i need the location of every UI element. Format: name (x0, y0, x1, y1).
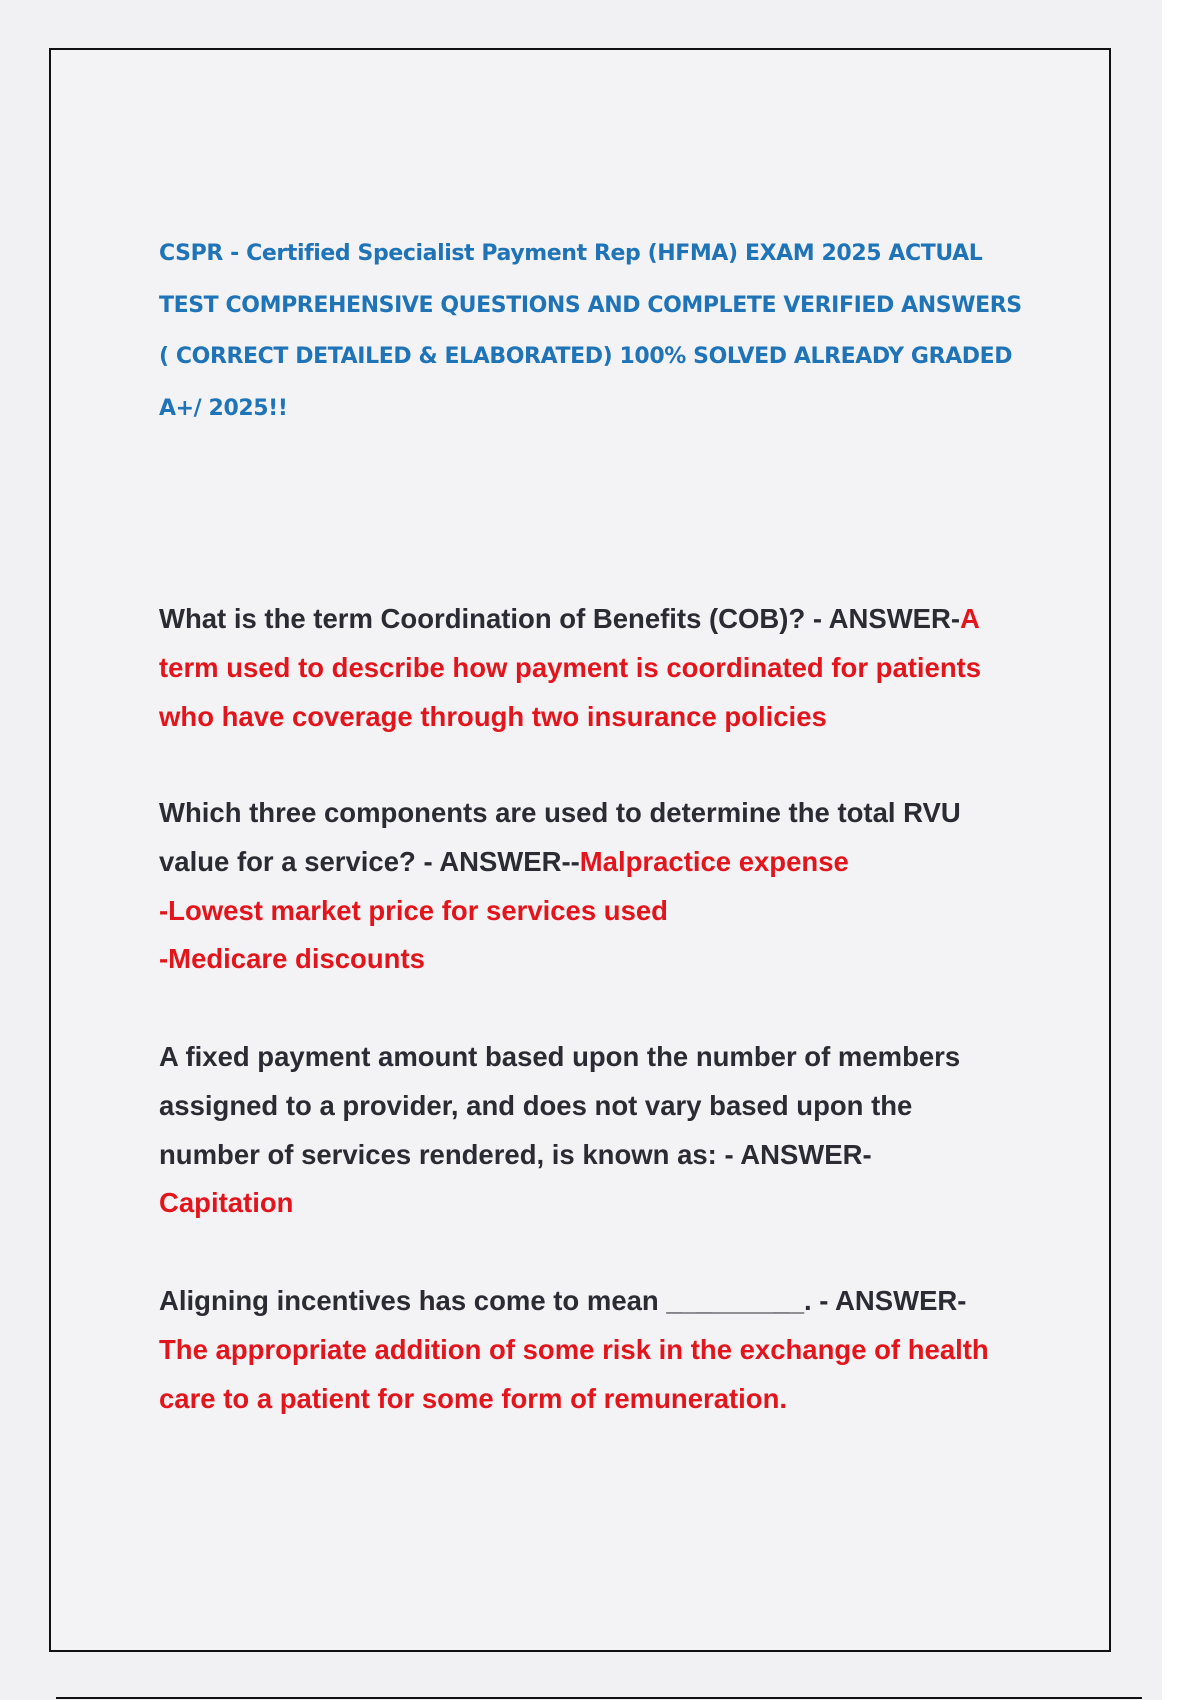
question-text: number of services rendered, is known as: - ANSWER- (159, 1138, 872, 1170)
title-line: TEST COMPREHENSIVE QUESTIONS AND COMPLETE VERIFIED ANSWERS (159, 292, 1022, 318)
viewer-right-gutter (1162, 0, 1200, 1700)
qa-item-rvu (159, 789, 1039, 984)
answer-text: -Lowest market price for services used (159, 894, 668, 926)
question-text: What is the term Coordination of Benefits (COB)? - ANSWER- (159, 603, 961, 634)
qa-item-cob (159, 595, 1039, 741)
title-line: A+/ 2025!! (159, 395, 288, 421)
answer-text: Capitation (159, 1187, 294, 1219)
answer-text: -Medicare discounts (159, 943, 425, 975)
question-text: A fixed payment amount based upon the number of members (159, 1041, 961, 1072)
qa-line (159, 595, 1039, 644)
qa-item-capitation (159, 1033, 1039, 1228)
question-text: Which three components are used to determine the total RVU (159, 797, 961, 828)
answer-text: term used to describe how payment is coordinated for patients (159, 651, 982, 683)
qa-line (159, 838, 1039, 887)
answer-text: A (960, 603, 980, 634)
answer-text: care to a patient for some form of remuneration. (159, 1382, 788, 1414)
answer-text: Malpractice expense (579, 845, 849, 877)
title-line: ( CORRECT DETAILED & ELABORATED) 100% SOLVED ALREADY GRADED (159, 344, 1013, 369)
title-line: CSPR - Certified Specialist Payment Rep (HFMA) EXAM 2025 ACTUAL (159, 241, 983, 266)
answer-text: who have coverage through two insurance policies (159, 700, 827, 732)
question-text: assigned to a provider, and does not vary based upon the (159, 1089, 913, 1121)
question-text: value for a service? - ANSWER-- (159, 845, 580, 877)
next-page-top-rule (56, 1697, 1142, 1699)
qa-item-aligning-incentives (159, 1277, 1039, 1423)
document-title (159, 228, 1039, 434)
answer-text: The appropriate addition of some risk in the exchange of health (159, 1333, 989, 1365)
question-text: Aligning incentives has come to mean _________. - ANSWER- (159, 1285, 967, 1316)
